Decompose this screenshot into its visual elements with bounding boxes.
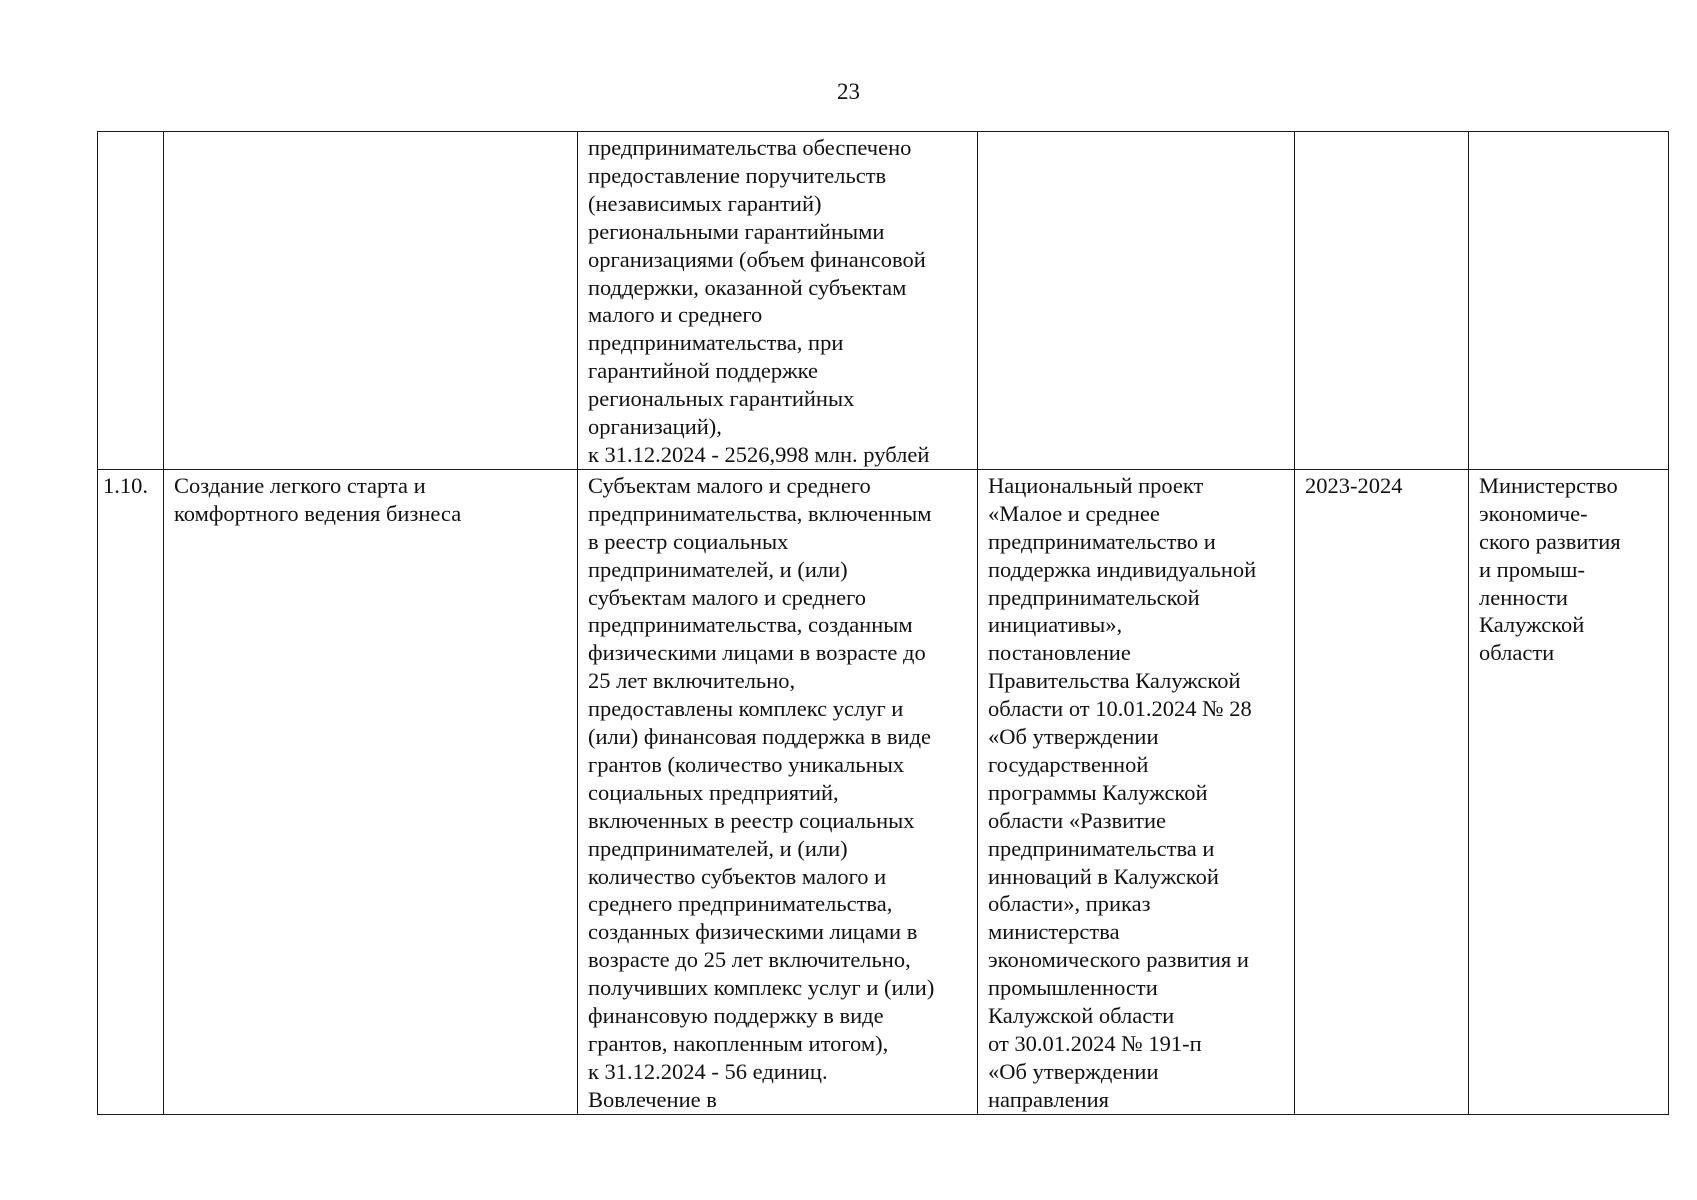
measure-name-text [174, 472, 567, 528]
text-line: субъектам малого и среднего [588, 584, 867, 610]
text-line: Вовлечение в [588, 1086, 717, 1112]
table-row-continuation [98, 132, 1669, 470]
basis-cell [978, 469, 1295, 1114]
text-line: возрасте до 25 лет включительно, [588, 947, 911, 973]
result-text [588, 472, 967, 1114]
text-line: к 31.12.2024 - 2526,998 млн. рублей [588, 441, 930, 467]
text-line: организациями (объем финансовой [588, 246, 926, 272]
text-line: предпринимательства, созданным [588, 612, 913, 638]
text-line: Субъектам малого и среднего [588, 472, 871, 498]
result-text [588, 134, 967, 469]
text-line: поддержка индивидуальной [988, 556, 1257, 582]
number-cell [98, 132, 164, 470]
text-line: промышленности [988, 975, 1158, 1001]
text-line: малого и среднего [588, 302, 763, 328]
text-line: инициативы», [988, 612, 1123, 638]
text-line: региональными гарантийными [588, 218, 885, 244]
text-line: поддержки, оказанной субъектам [588, 274, 907, 300]
basis-cell [978, 132, 1295, 470]
text-line: предпринимательства, при [588, 330, 844, 356]
text-line: направления [988, 1086, 1109, 1112]
text-line: грантов (количество уникальных [588, 751, 905, 777]
executor-cell [1469, 469, 1669, 1114]
text-line: включенных в реестр социальных [588, 807, 915, 833]
text-line: в реестр социальных [588, 528, 789, 554]
text-line: экономического развития и [988, 947, 1249, 973]
text-line: региональных гарантийных [588, 386, 855, 412]
text-line: области «Развитие [988, 807, 1167, 833]
row-number: 1.10. [103, 472, 148, 498]
text-line: ленности [1479, 584, 1568, 610]
text-line: «Об утверждении [988, 1058, 1159, 1084]
text-line: предоставление поручительств [588, 162, 887, 188]
text-line: (независимых гарантий) [588, 190, 822, 216]
text-line: 25 лет включительно, [588, 668, 796, 694]
result-cell [578, 132, 978, 470]
text-line: программы Калужской [988, 779, 1208, 805]
text-line: комфортного ведения бизнеса [174, 500, 462, 526]
text-line: Национальный проект [988, 472, 1204, 498]
text-line: области [1479, 640, 1555, 666]
text-line: грантов, накопленным итогом), [588, 1031, 889, 1056]
measures-table [97, 131, 1669, 1115]
text-line: предпринимательства обеспечено [588, 135, 912, 160]
text-line: ского развития [1479, 528, 1621, 554]
text-line: предпринимателей, и (или) [588, 556, 848, 582]
text-line: предпринимательство и [988, 528, 1216, 554]
text-line: постановление [988, 640, 1131, 666]
text-line: финансовую поддержку в виде [588, 1003, 884, 1029]
text-line: получивших комплекс услуг и (или) [588, 975, 935, 1001]
text-line: (или) финансовая поддержка в виде [588, 724, 932, 750]
page-number: 23 [837, 79, 860, 104]
text-line: Правительства Калужской [988, 668, 1241, 694]
text-line: предпринимательства, включенным [588, 500, 932, 526]
table-row-1-10 [98, 469, 1669, 1114]
text-line: предпринимательской [988, 584, 1200, 610]
period-cell [1295, 469, 1469, 1114]
result-cell [578, 469, 978, 1114]
text-line: Калужской [1479, 612, 1585, 638]
text-line: и промыш- [1479, 556, 1585, 582]
text-line: государственной [988, 751, 1149, 777]
text-line: физическими лицами в возрасте до [588, 640, 926, 666]
text-line: к 31.12.2024 - 56 единиц. [588, 1058, 828, 1084]
text-line: предпринимательства и [988, 835, 1215, 861]
text-line: гарантийной поддержке [588, 358, 819, 384]
text-line: инноваций в Калужской [988, 863, 1219, 889]
text-line: количество субъектов малого и [588, 863, 887, 889]
text-line: организаций), [588, 414, 722, 440]
text-line: Министерство [1479, 472, 1618, 498]
text-line: созданных физическими лицами в [588, 919, 918, 945]
executor-text [1479, 472, 1658, 667]
measure-name-cell [164, 132, 578, 470]
text-line: министерства [988, 919, 1120, 945]
text-line: «Об утверждении [988, 724, 1159, 750]
text-line: области», приказ [988, 891, 1151, 917]
period-cell [1295, 132, 1469, 470]
text-line: Создание легкого старта и [174, 472, 426, 498]
text-line: социальных предприятий, [588, 779, 839, 805]
number-cell [98, 469, 164, 1114]
basis-text [988, 472, 1284, 1114]
text-line: Калужской области [988, 1003, 1175, 1029]
measure-name-cell [164, 469, 578, 1114]
executor-cell [1469, 132, 1669, 470]
text-line: «Малое и среднее [988, 500, 1160, 526]
text-line: среднего предпринимательства, [588, 891, 893, 917]
text-line: экономиче- [1479, 500, 1588, 526]
text-line: области от 10.01.2024 № 28 [988, 696, 1252, 722]
period-text: 2023-2024 [1305, 472, 1403, 498]
text-line: от 30.01.2024 № 191-п [988, 1031, 1202, 1056]
text-line: предоставлены комплекс услуг и [588, 696, 904, 722]
text-line: предпринимателей, и (или) [588, 835, 848, 861]
